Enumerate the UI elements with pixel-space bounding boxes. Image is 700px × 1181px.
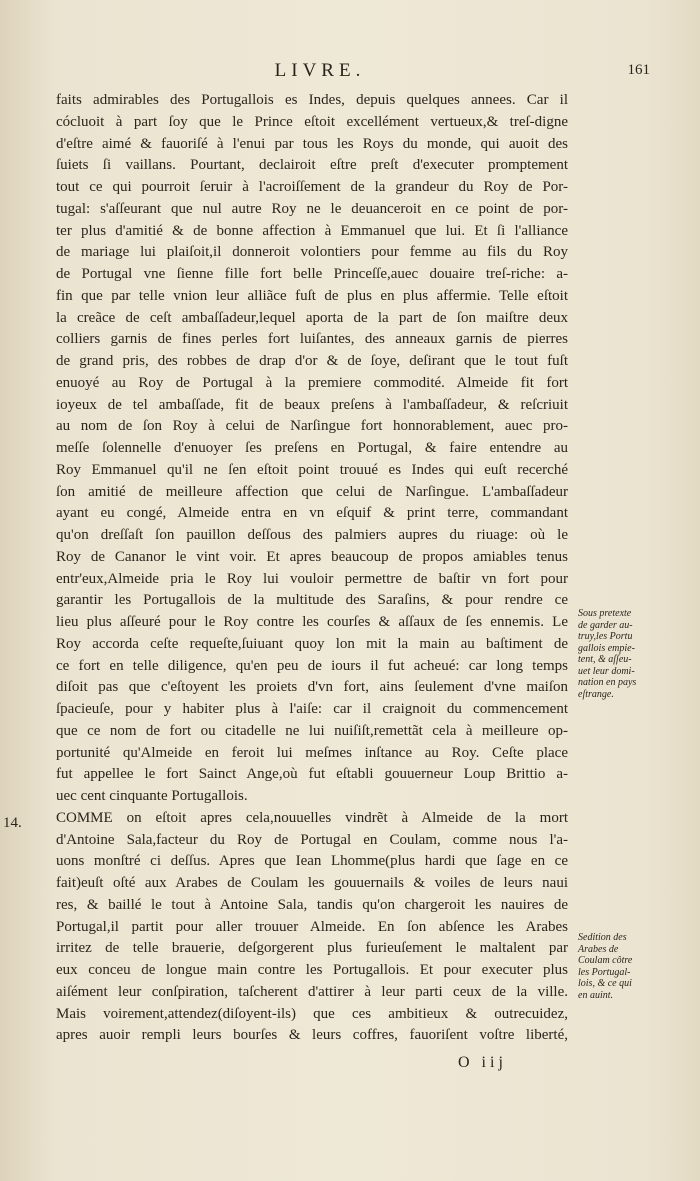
text-line: fait)euſt oſté aux Arabes de Coulam les gouuernails & voiles de leurs naui xyxy=(56,875,568,891)
text-line: uec cent cinquante Portugallois. xyxy=(56,788,248,804)
text-line: de Portugal vne ſienne fille fort belle Princeſſe,auec douaire treſ-riche: a- xyxy=(56,266,568,282)
text-line: de grand pris, des robbes de drap d'or & de ſoye, deſirant que le tout fuſt xyxy=(56,353,568,369)
margin-note-line: truy,les Portu xyxy=(578,631,633,642)
margin-note-line: Sous pretexte xyxy=(578,608,632,619)
margin-note-pretext xyxy=(578,608,678,700)
page-number: 161 xyxy=(627,62,650,78)
text-line: Portugal,il partit pour aller trouuer Almeide. En ſon abſence les Arabes xyxy=(56,918,568,935)
text-line: tugal: s'aſſeurant que nul autre Roy ne le deuanceroit en ce point de por- xyxy=(56,200,568,217)
text-line: meſſe ſolennelle d'enuoyer ſes preſens en Portugal, & faire entendre au xyxy=(56,440,568,456)
text-line: irritez de telle brauerie, deſgorgerent plus furieuſement le maltalent par xyxy=(56,940,568,957)
text-line: enuoyé au Roy de Portugal à la premiere commodité. Almeide fit fort xyxy=(56,374,568,391)
text-line: au nom de ſon Roy à celui de Narſingue fort honnorablement, auec pro- xyxy=(56,418,568,435)
text-line: de mariage lui plaiſoit,il donneroit volontiers pour femme au fils du Roy xyxy=(56,244,568,261)
margin-note-line: de garder au- xyxy=(578,619,633,631)
text-line: Roy Emmanuel qu'il ne ſen eſtoit point trouué es Indes qui euſt recerché xyxy=(56,461,568,478)
text-line: uons monſtré ci deſſus. Apres que Iean Lhomme(plus hardi que ſage en ce xyxy=(56,853,568,870)
text-line: ioyeux de tel ambaſſade, fit de beaux preſens à l'ambaſſadeur, & reſcriuit xyxy=(56,396,568,413)
text-line: ſuiets ſi vaillans. Pourtant, declairoit eſtre preſt d'executer promptement xyxy=(56,157,568,174)
text-line: Mais voirement,attendez(diſoyent-ils) que ces ambitieux & outrecuidez, xyxy=(56,1005,568,1022)
text-line: faits admirables des Portugallois es Indes, depuis quelques annees. Car il xyxy=(56,92,568,108)
margin-note-line: Coulam côtre xyxy=(578,955,633,966)
text-line: cócluoit à part ſoy que le Prince eſtoit excellément vertueux,& treſ-digne xyxy=(56,113,568,130)
text-line: ayant eu congé, Almeide entra en vn eſquif & print terre, commandant xyxy=(56,505,568,522)
margin-note-line: nation en pays xyxy=(578,677,637,688)
margin-note-line: gallois empie- xyxy=(578,642,635,654)
running-head xyxy=(0,60,700,84)
margin-note-line: eſtrange. xyxy=(578,688,614,700)
text-line: colliers garnis de fines perles fort luiſantes, des anneaux garnis de pierres xyxy=(56,331,568,348)
text-line: aiſément leur conſpiration, taſcherent d'attirer à leur parti ceux de la ville. xyxy=(56,983,568,1000)
text-line: eux conceu de longue main contre les Portugallois. Et pour executer plus xyxy=(56,962,568,978)
text-line: que ce nom de fort ou citadelle ne lui nuiſiſt,remettãt cela à meilleure op- xyxy=(56,722,568,739)
text-line: apres auoir rempli leurs bourſes & leurs coffres, fauoriſent voſtre liberté, xyxy=(56,1027,568,1044)
text-line: tout ce qui pourroit ſeruir à l'acroiſſement de la grandeur du Roy de Por- xyxy=(56,179,568,195)
text-line: ſon amitié de meilleure affection que celui de Narſingue. L'ambaſſadeur xyxy=(56,483,568,500)
text-line: d'Antoine Sala,facteur du Roy de Portugal en Coulam, comme nous l'a- xyxy=(56,831,568,848)
text-line: Roy de Cananor le vint voir. Et apres beaucoup de propos amiables tenus xyxy=(56,548,568,565)
margin-note-line: Sedition des xyxy=(578,932,627,943)
text-line: res, & baillé le tout à Antoine Sala, tandis qu'on chargeroit les nauires de xyxy=(56,896,568,913)
margin-note-line: Arabes de xyxy=(578,943,619,955)
margin-note-line: tent, & aſſeu- xyxy=(578,654,632,665)
text-line: qu'on dreſſaſt ſon pauillon deſſous des palmiers aupres du riuage: où le xyxy=(56,527,568,543)
text-line: Roy accorda ceſte requeſte,ſuiuant quoy lon mit la main au baſtiment de xyxy=(56,635,568,652)
text-line: fin que par telle vnion leur alliãce fuſt de plus en plus affermie. Telle eſtoit xyxy=(56,287,568,304)
text-line: fut appellee le fort Sainct Ange,où fut eſtabli gouuerneur Loup Brittio a- xyxy=(56,766,568,783)
margin-note-line: uet leur domi- xyxy=(578,665,635,677)
text-line: ter plus d'amitié & de bonne affection à Emmanuel que lui. Et ſi l'alliance xyxy=(56,222,568,239)
text-line: la creãce de ceſt ambaſſadeur,lequel aporta de la part de ſon maiſtre deux xyxy=(56,309,568,326)
text-line: entr'eux,Almeide pria le Roy lui vouloir permettre de baſtir vn fort pour xyxy=(56,570,568,587)
body-text xyxy=(56,90,568,1047)
text-line: d'eſtre aimé & fauoriſé à l'enui par tous les Roys du monde, qui auoit des xyxy=(56,135,568,152)
text-line: portunité qu'Almeide en feroit lui meſmes inſtance au Roy. Ceſte place xyxy=(56,744,568,761)
paragraph-number: 14. xyxy=(3,815,22,831)
text-line: garantir les Portugallois de la multitude des Saraſins, & pour rendre ce xyxy=(56,592,568,609)
text-line: diſoit pas que c'eſtoyent les proiets d'vn fort, ains ſeulement d'vne maiſon xyxy=(56,679,568,696)
margin-note-line: les Portugal- xyxy=(578,966,631,978)
margin-note-line: en auint. xyxy=(578,989,613,1001)
text-line: ce fort en telle diligence, qu'en peu de iours il fut acheué: car long temps xyxy=(56,657,568,674)
text-line: COMME on eſtoit apres cela,nouuelles vindrẽt à Almeide de la mort xyxy=(56,809,568,826)
running-title: LIVRE. xyxy=(274,60,366,81)
text-line: ſpacieuſe, pour y habiter plus à l'aiſe: car il craignoit du commencement xyxy=(56,701,568,717)
text-line: lieu plus aſſeuré pour le Roy contre les courſes & aſſaux de ſes ennemis. Le xyxy=(56,614,568,630)
margin-note-sedition xyxy=(578,932,678,1001)
margin-note-line: lois, & ce qui xyxy=(578,978,632,989)
signature-mark: O iij xyxy=(458,1054,507,1071)
